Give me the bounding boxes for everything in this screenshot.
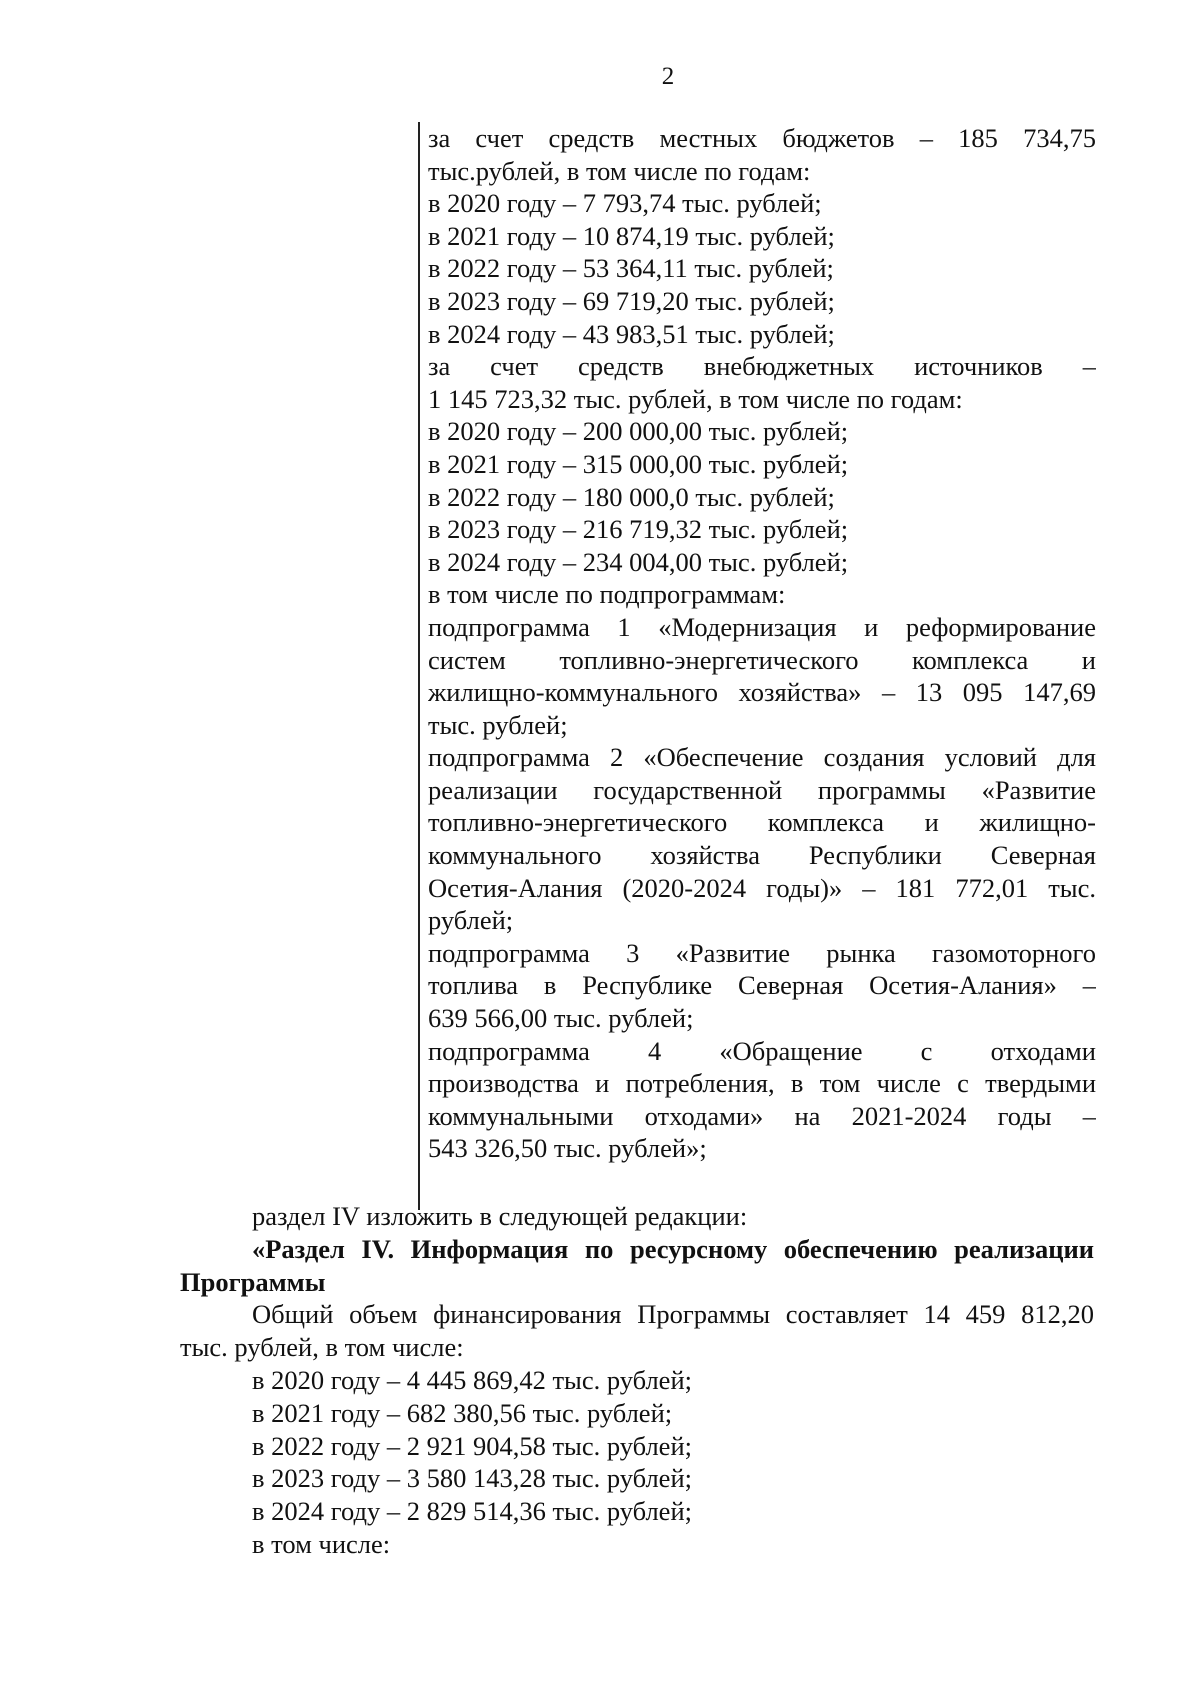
text-line: подпрограмма 1 «Модернизация и реформирование: [428, 611, 1096, 642]
margin-vertical-rule: [418, 122, 420, 1210]
text-line: в 2020 году – 7 793,74 тыс. рублей;: [428, 188, 822, 219]
total-financing: Общий объем финансирования Программы составляет 14 459 812,20: [252, 1299, 1094, 1330]
text-line: в 2024 году – 234 004,00 тыс. рублей;: [428, 546, 849, 577]
text-line: тыс. рублей;: [428, 709, 568, 740]
text-line: топливно-энергетического комплекса и жилищно-: [428, 807, 1096, 838]
text-line: в 2024 году – 43 983,51 тыс. рублей;: [428, 318, 835, 349]
text-line: подпрограмма 2 «Обеспечение создания условий для: [428, 742, 1096, 773]
text-line: рублей;: [428, 905, 514, 936]
text-line: тыс.рублей, в том числе по годам:: [428, 155, 811, 186]
text-line: Осетия-Алания (2020-2024 годы)» – 181 772,01 тыс.: [428, 872, 1096, 903]
text-line: систем топливно-энергетического комплекса и: [428, 644, 1096, 675]
page-number: 2: [661, 63, 675, 90]
text-line: в 2021 году – 10 874,19 тыс. рублей;: [428, 220, 835, 251]
text-line: подпрограмма 4 «Обращение с отходами: [428, 1035, 1096, 1066]
text-line: за счет средств местных бюджетов – 185 734,75: [428, 123, 1096, 153]
text-line: коммунального хозяйства Республики Северная: [428, 840, 1096, 871]
text-line: производства и потребления, в том числе с твердыми: [428, 1068, 1096, 1099]
text-line: коммунальными отходами» на 2021-2024 годы –: [428, 1100, 1096, 1131]
text-line: в 2023 году – 69 719,20 тыс. рублей;: [428, 285, 835, 316]
section-intro: раздел IV изложить в следующей редакции:: [252, 1201, 748, 1231]
text-line: в 2020 году – 200 000,00 тыс. рублей;: [428, 416, 849, 447]
text-line: за счет средств внебюджетных источников –: [428, 351, 1096, 382]
text-line: 543 326,50 тыс. рублей»;: [428, 1133, 707, 1164]
text-line: подпрограмма 3 «Развитие рынка газомоторного: [428, 937, 1096, 968]
text-line: в 2023 году – 216 719,32 тыс. рублей;: [428, 514, 849, 545]
section-heading-continued: Программы: [180, 1266, 326, 1297]
year-line: в 2021 году – 682 380,56 тыс. рублей;: [252, 1397, 673, 1428]
year-line: в 2023 году – 3 580 143,28 тыс. рублей;: [252, 1463, 692, 1494]
text-line: в 2021 году – 315 000,00 тыс. рублей;: [428, 448, 849, 479]
year-line: в 2020 году – 4 445 869,42 тыс. рублей;: [252, 1364, 692, 1395]
text-line: в 2022 году – 180 000,0 тыс. рублей;: [428, 481, 835, 512]
total-financing-continued: тыс. рублей, в том числе:: [180, 1332, 464, 1363]
text-line: в том числе по подпрограммам:: [428, 579, 786, 610]
right-column-text: [428, 122, 1096, 1186]
year-line: в 2022 году – 2 921 904,58 тыс. рублей;: [252, 1430, 692, 1461]
section-heading: «Раздел IV. Информация по ресурсному обеспечению реализации: [252, 1233, 1094, 1264]
text-line: в 2022 году – 53 364,11 тыс. рублей;: [428, 253, 834, 284]
text-line: топлива в Республике Северная Осетия-Алания» –: [428, 970, 1096, 1001]
year-line: в 2024 году – 2 829 514,36 тыс. рублей;: [252, 1496, 692, 1527]
text-line: 639 566,00 тыс. рублей;: [428, 1003, 694, 1034]
text-line: жилищно-коммунального хозяйства» – 13 095 147,69: [428, 677, 1096, 708]
text-line: реализации государственной программы «Развитие: [428, 774, 1096, 805]
closing-line: в том числе:: [252, 1528, 391, 1559]
section-iv-text: [180, 1200, 1094, 1561]
text-line: 1 145 723,32 тыс. рублей, в том числе по годам:: [428, 383, 963, 414]
